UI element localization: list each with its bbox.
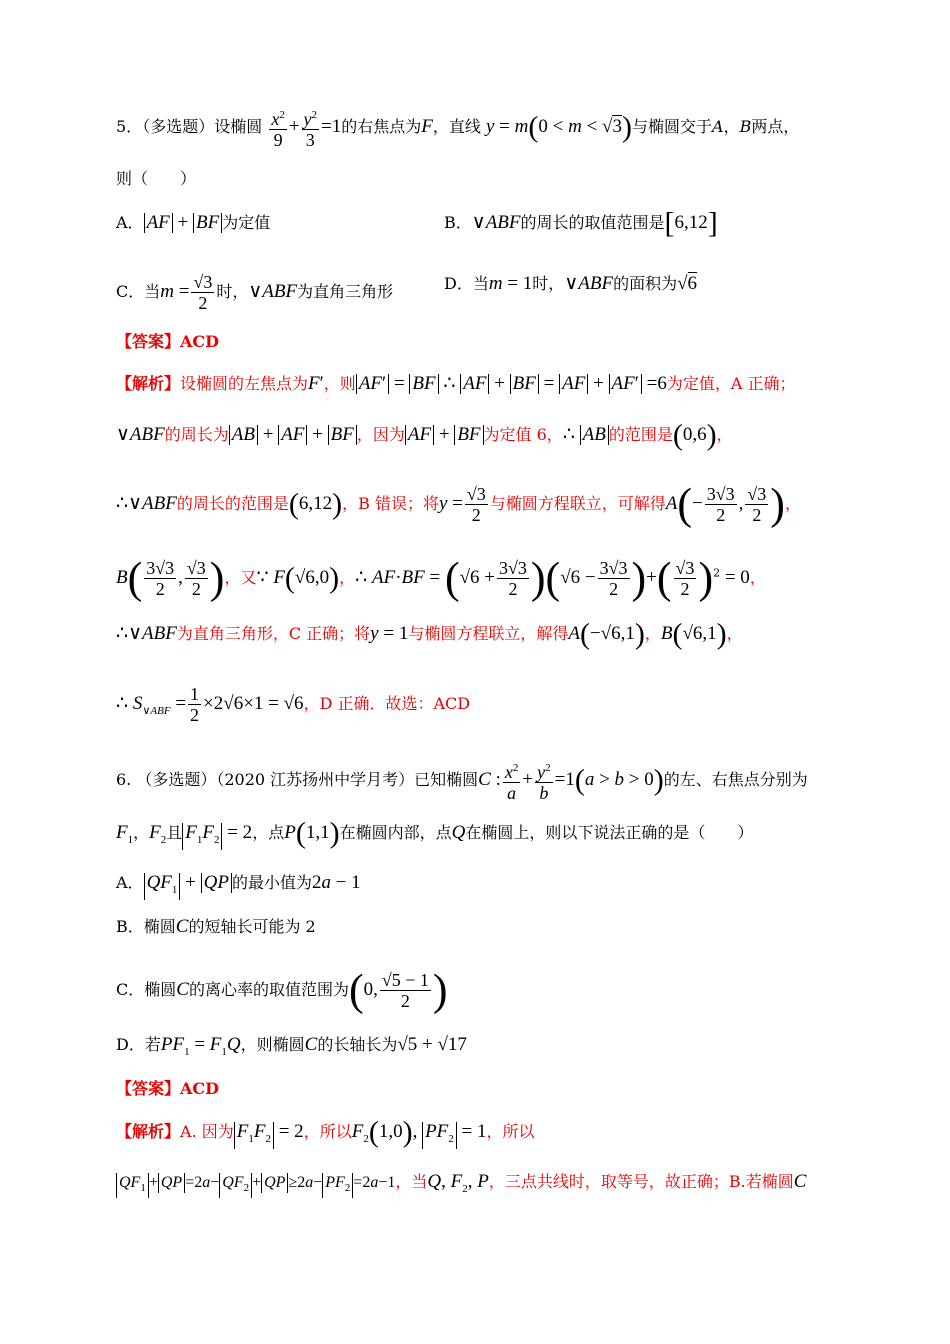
q6-stem-line1: 6. （多选题）（2020 江苏扬州中学月考）已知椭圆C : $\frac{x^2}{a}$ + $\frac{y^2}{b}$ =1(a > b > 0)的左、右焦点分别为 — [116, 758, 808, 803]
q5-analysis-line4: B( $\frac{3√3}{2}$ , $\frac{√3}{2}$ )，又∵ F(√6,0)，∴ AF·BF = (√6 + $\frac{3√3}{2}$ )(√6 − $\frac{3√3}{2}$ )+( $\frac{√3}{2}$ )$^2$ = 0， — [116, 553, 766, 603]
q5-stem-line1: 5．（多选题）设椭圆 $\frac{x^2}{9}$ + $\frac{y^2}{3}$ =1的右焦点为F，直线 y = m(0 < m < √3)与椭圆交于A，B两点， — [116, 105, 799, 150]
q6-option-b: B．椭圆C的短轴长可能为 2 — [116, 916, 316, 937]
q5-analysis-line6: ∴ $S_{\vee ABF}$ = $\frac{1}{2}$ ×2√6×1 = √6，D 正确．故选：ACD — [116, 684, 471, 725]
q6-analysis-line1: 【解析】A. 因为 $F_1F_2 = 2$，所以$F_2(1,0)$, $PF_2 = 1$，所以 — [116, 1115, 535, 1149]
q5-answer: 【答案】ACD — [116, 332, 220, 351]
q5-analysis-line1: 【解析】设椭圆的左焦点为F′，则 AF′ = BF ∴ AF + BF = AF + AF′ =6为定值，A 正确； — [116, 373, 796, 394]
q5-stem-line2: 则（ ） — [116, 169, 197, 188]
q5-analysis-line5: ∴∨ABF为直角三角形，C 正确；将y = 1与椭圆方程联立，解得A(−√6,1)，B(√6,1)， — [116, 617, 743, 651]
q5-analysis-line2: ∨ABF的周长为 AB + AF + BF ，因为 AF + BF 为定值 6，∴ AB 的范围是(0,6)， — [116, 418, 733, 452]
q6-analysis-line2: $QF_1$ + QP $=2a- QF_2$ + QP $\ge 2a- PF_2 =2a-1$，当Q, $F_2$, P，三点共线时，取等号，故正确；B.若椭圆C — [116, 1170, 806, 1201]
q6-option-c: C．椭圆C的离心率的取值范围为(0, $\frac{√5 - 1}{2}$ ) — [116, 965, 448, 1015]
q6-option-d: D．若$PF_1 = F_1Q$，则椭圆C的长轴长为√5 + √17 — [116, 1034, 467, 1058]
q5-option-d: D．当m = 1时，∨ABF的面积为√6 — [444, 273, 698, 294]
q5-option-b: B．∨ABF的周长的取值范围是[6,12] — [444, 206, 718, 240]
q6-option-a: A． $QF_1$ + QP 的最小值为2a − 1 — [116, 871, 361, 900]
q5-option-a: A． AF + BF 为定值 — [116, 212, 271, 233]
q6-stem-line2: $F_1$，$F_2$且 $F_1F_2 = 2$，点P(1,1)在椭圆内部，点Q在椭圆上，则以下说法正确的是（ ） — [116, 816, 754, 850]
q5-analysis-line3: ∴∨ABF的周长的范围是(6,12)，B 错误；将y = $\frac{√3}{2}$ 与椭圆方程联立，可解得A(− $\frac{3√3}{2}$ , $\frac{√3}{2}$ )， — [116, 479, 801, 529]
q5-option-c: C．当m = $\frac{√3}{2}$ 时，∨ABF为直角三角形 — [116, 272, 394, 313]
q6-answer: 【答案】ACD — [116, 1079, 220, 1098]
